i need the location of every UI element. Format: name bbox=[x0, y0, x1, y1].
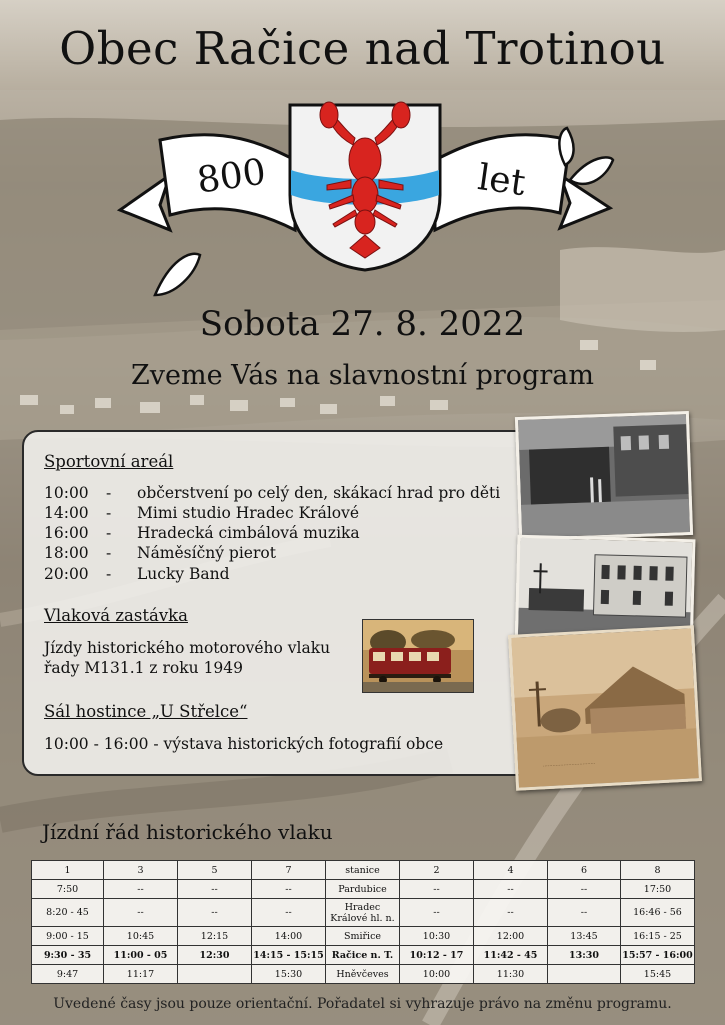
table-cell: Hněvčeves bbox=[326, 965, 400, 984]
table-cell bbox=[178, 965, 252, 984]
table-cell: 9:00 - 15 bbox=[32, 927, 104, 946]
historic-train-photo bbox=[362, 619, 474, 693]
invitation-text: Zveme Vás na slavnostní program bbox=[131, 360, 594, 391]
schedule-description: Hradecká cimbálová muzika bbox=[137, 524, 360, 542]
section-sport-title: Sportovní areál bbox=[44, 452, 174, 471]
schedule-description: Mimi studio Hradec Králové bbox=[137, 504, 360, 522]
table-cell: 10:30 bbox=[400, 927, 474, 946]
table-cell: 15:57 - 16:00 bbox=[621, 946, 695, 965]
schedule-dash: - bbox=[106, 504, 112, 522]
table-cell bbox=[548, 965, 621, 984]
table-row bbox=[32, 899, 695, 927]
table-header-cell: 5 bbox=[178, 861, 252, 880]
table-cell: 11:42 - 45 bbox=[474, 946, 548, 965]
schedule-time: 18:00 bbox=[44, 544, 89, 562]
table-header-cell: stanice bbox=[326, 861, 400, 880]
table-cell: 8:20 - 45 bbox=[32, 899, 104, 927]
table-cell: 7:50 bbox=[32, 880, 104, 899]
table-row-highlighted bbox=[32, 946, 695, 965]
schedule-time: 10:00 bbox=[44, 484, 89, 502]
table-cell: -- bbox=[400, 899, 474, 927]
table-cell: 16:15 - 25 bbox=[621, 927, 695, 946]
table-cell: 11:17 bbox=[104, 965, 178, 984]
program-panel bbox=[22, 430, 571, 776]
table-cell: -- bbox=[548, 880, 621, 899]
banner-let-text: let bbox=[475, 157, 528, 205]
anniversary-emblem bbox=[115, 100, 615, 315]
event-date: Sobota 27. 8. 2022 bbox=[199, 304, 526, 344]
table-cell: 9:47 bbox=[32, 965, 104, 984]
table-cell: Pardubice bbox=[326, 880, 400, 899]
table-cell: 17:50 bbox=[621, 880, 695, 899]
schedule-time: 16:00 bbox=[44, 524, 89, 542]
hall-text-line: 10:00 - 16:00 - výstava historických fotografií obce bbox=[44, 735, 444, 753]
table-header-cell: 6 bbox=[548, 861, 621, 880]
section-hall-title: Sál hostince „U Střelce“ bbox=[44, 702, 248, 721]
schedule-description: Náměsíčný pierot bbox=[137, 544, 276, 562]
page-title: Obec Račice nad Trotinou bbox=[59, 22, 666, 75]
table-cell: 13:30 bbox=[548, 946, 621, 965]
svg-text:..............................: ................................. bbox=[542, 759, 596, 769]
table-cell: 12:15 bbox=[178, 927, 252, 946]
section-train-title: Vlaková zastávka bbox=[44, 606, 188, 625]
table-cell: -- bbox=[178, 899, 252, 927]
banner-800-text: 800 bbox=[194, 151, 269, 202]
schedule-dash: - bbox=[106, 484, 112, 502]
table-cell: -- bbox=[474, 899, 548, 927]
table-cell: -- bbox=[252, 899, 326, 927]
schedule-time: 14:00 bbox=[44, 504, 89, 522]
table-cell: Smiřice bbox=[326, 927, 400, 946]
table-header-cell: 7 bbox=[252, 861, 326, 880]
schedule-description: občerstvení po celý den, skákací hrad pro děti bbox=[137, 484, 501, 502]
table-cell: -- bbox=[104, 899, 178, 927]
table-cell: 10:00 bbox=[400, 965, 474, 984]
table-cell: 15:45 bbox=[621, 965, 695, 984]
table-cell: 14:15 - 15:15 bbox=[252, 946, 326, 965]
table-header-cell: 2 bbox=[400, 861, 474, 880]
table-cell: -- bbox=[104, 880, 178, 899]
table-cell: Hradec Králové hl. n. bbox=[326, 899, 400, 927]
table-row bbox=[32, 880, 695, 899]
table-header-cell: 8 bbox=[621, 861, 695, 880]
table-cell: 9:30 - 35 bbox=[32, 946, 104, 965]
table-cell: 13:45 bbox=[548, 927, 621, 946]
schedule-description: Lucky Band bbox=[137, 565, 230, 583]
table-cell: -- bbox=[548, 899, 621, 927]
historic-photo-farmhouse bbox=[508, 625, 702, 791]
table-cell: -- bbox=[178, 880, 252, 899]
table-cell: 11:30 bbox=[474, 965, 548, 984]
schedule-time: 20:00 bbox=[44, 565, 89, 583]
schedule-dash: - bbox=[106, 524, 112, 542]
train-text-line-1: Jízdy historického motorového vlaku bbox=[44, 639, 331, 657]
timetable-title: Jízdní řád historického vlaku bbox=[42, 820, 333, 844]
table-cell: 10:12 - 17 bbox=[400, 946, 474, 965]
table-cell: -- bbox=[474, 880, 548, 899]
table-cell: 14:00 bbox=[252, 927, 326, 946]
table-header-row bbox=[32, 861, 695, 880]
table-row bbox=[32, 965, 695, 984]
historic-photo-building bbox=[515, 411, 693, 541]
table-cell: 15:30 bbox=[252, 965, 326, 984]
table-cell: 12:00 bbox=[474, 927, 548, 946]
table-cell: Račice n. T. bbox=[326, 946, 400, 965]
table-cell: 10:45 bbox=[104, 927, 178, 946]
train-text-line-2: řady M131.1 z roku 1949 bbox=[44, 659, 244, 677]
table-cell: 12:30 bbox=[178, 946, 252, 965]
table-header-cell: 4 bbox=[474, 861, 548, 880]
schedule-dash: - bbox=[106, 565, 112, 583]
table-cell: 11:00 - 05 bbox=[104, 946, 178, 965]
table-header-cell: 1 bbox=[32, 861, 104, 880]
schedule-dash: - bbox=[106, 544, 112, 562]
table-cell: -- bbox=[252, 880, 326, 899]
table-row bbox=[32, 927, 695, 946]
train-timetable bbox=[31, 860, 695, 984]
table-cell: 16:46 - 56 bbox=[621, 899, 695, 927]
table-cell: -- bbox=[400, 880, 474, 899]
table-header-cell: 3 bbox=[104, 861, 178, 880]
footer-note: Uvedené časy jsou pouze orientační. Pořadatel si vyhrazuje právo na změnu programu. bbox=[53, 996, 672, 1012]
